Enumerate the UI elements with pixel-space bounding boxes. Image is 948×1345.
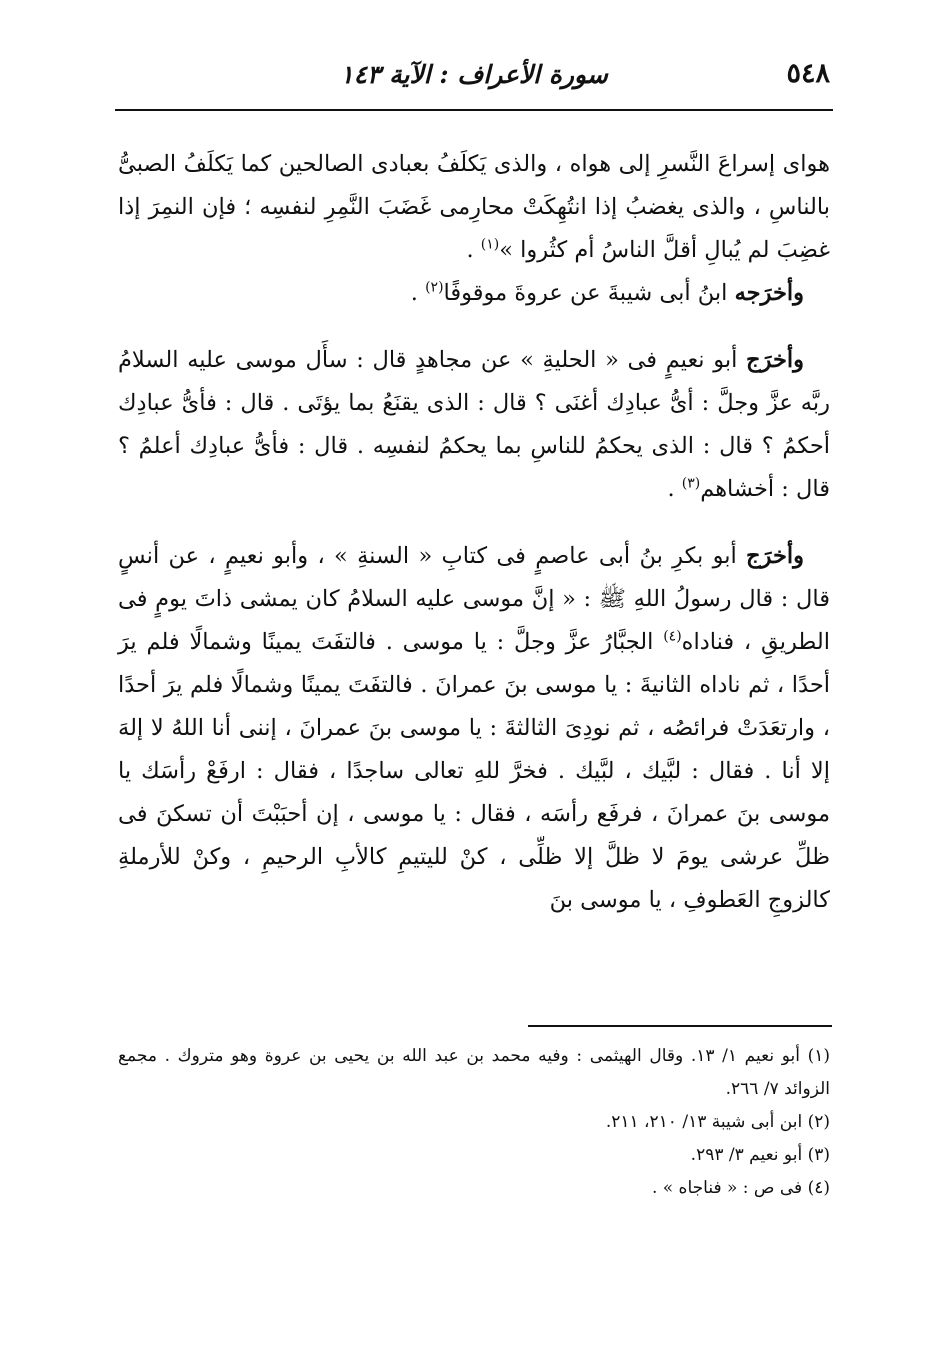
footnote-ref-1: (١) [480,236,500,253]
paragraph-2-tail: . [410,280,426,306]
running-title: سورة الأعراف : الآية ١٤٣ [340,60,608,89]
footnote-2: (٢) ابن أبى شيبة ١٣/ ٢١٠، ٢١١. [605,1112,830,1132]
paragraph-3-tail: . [667,476,682,502]
paragraph-3-lead: وأخرَج [746,347,804,373]
footnote-ref-2: (٢) [425,279,444,296]
page-header [118,58,830,98]
paragraph-2 [118,272,830,315]
footnote-ref-3: (٣) [681,475,701,492]
main-text [118,143,830,922]
footnote-3: (٣) أبو نعيم ٣/ ٢٩٣. [690,1145,830,1165]
paragraph-2-lead: وأخرَجه [734,280,804,306]
paragraph-3-text: أبو نعيمٍ فى « الحليةِ » عن مجاهدٍ قال : سأَل موسى عليه السلامُ ربَّه عزَّ وجلَّ : أىُّ عبادِك أغنَى ؟ قال : الذى يقنَعُ بما يؤتَى . قال : فأىُّ عبادِك أحكمُ ؟ قال : الذى يحكمُ للناسِ بما يحكمُ لنفسِه . قال : فأىُّ عبادِك أعلمُ ؟ قال : أخشاهم [118,347,830,502]
paragraph-3 [118,339,830,511]
page-number: ٥٤٨ [786,58,830,89]
header-rule [115,109,833,111]
footnote-ref-4: (٤) [663,628,682,645]
paragraph-1-tail: . [466,237,481,263]
paragraph-1-text: هواى إسراعَ النَّسرِ إلى هواه ، والذى يَكلَفُ بعبادى الصالحين كما يَكلَفُ الصبىُّ بالناسِ ، والذى يغضبُ إذا انتُهِكَتْ محارِمى غَضَبَ النَّمِرِ لنفسِه ؛ فإن النمِرَ إذا غضِبَ لم يُبالِ أقلَّ الناسُ أم كثُروا » [118,151,830,263]
footnote-rule [528,1025,832,1027]
paragraph-4-text-a: أبو بكرِ بنُ أبى عاصمٍ فى كتابِ « السنةِ » ، وأبو نعيمٍ ، عن أنسٍ قال : قال رسولُ اللهِ ﷺ : « إنَّ موسى عليه السلامُ كان يمشى ذاتَ يومٍ فى الطريقِ ، فناداه [118,543,830,655]
paragraph-4-lead: وأخرَج [746,543,804,569]
footnote-1: (١) أبو نعيم ١/ ١٣. وقال الهيثمى : وفيه محمد بن عبد الله بن يحيى بن عروة وهو متروك . مجمع الزوائد ٧/ ٢٦٦. [118,1046,830,1099]
paragraph-2-text: ابنُ أبى شيبةَ عن عروةَ موقوفًا [443,280,735,306]
paragraph-4 [118,535,830,922]
footnote-4: (٤) فى ص : « فناجاه » . [651,1178,830,1198]
footnotes [118,1040,830,1205]
paragraph-4-text-b: الجبَّارُ عزَّ وجلَّ : يا موسى . فالتفَتَ يمينًا وشمالًا فلم يرَ أحدًا ، ثم ناداه الثانيةَ : يا موسى بنَ عمرانَ . فالتفَتَ يمينًا وشمالًا فلم يرَ أحدًا ، وارتعَدَتْ فرائصُه ، ثم نودِىَ الثالثةَ : يا موسى بنَ عمرانَ ، إننى أنا اللهُ لا إلهَ إلا أنا . فقال : لبَّيك ، لبَّيك . فخرَّ للهِ تعالى ساجدًا ، فقال : ارفَعْ رأسَك يا موسى بنَ عمرانَ ، فرفَع رأسَه ، فقال : يا موسى ، إن أحبَبْتَ أن تسكنَ فى ظلِّ عرشى يومَ لا ظلَّ إلا ظلِّى ، كنْ لليتيمِ كالأبِ الرحيمِ ، وكنْ للأرملةِ كالزوجِ العَطوفِ ، يا موسى بنَ [118,629,830,913]
paragraph-1 [118,143,830,272]
